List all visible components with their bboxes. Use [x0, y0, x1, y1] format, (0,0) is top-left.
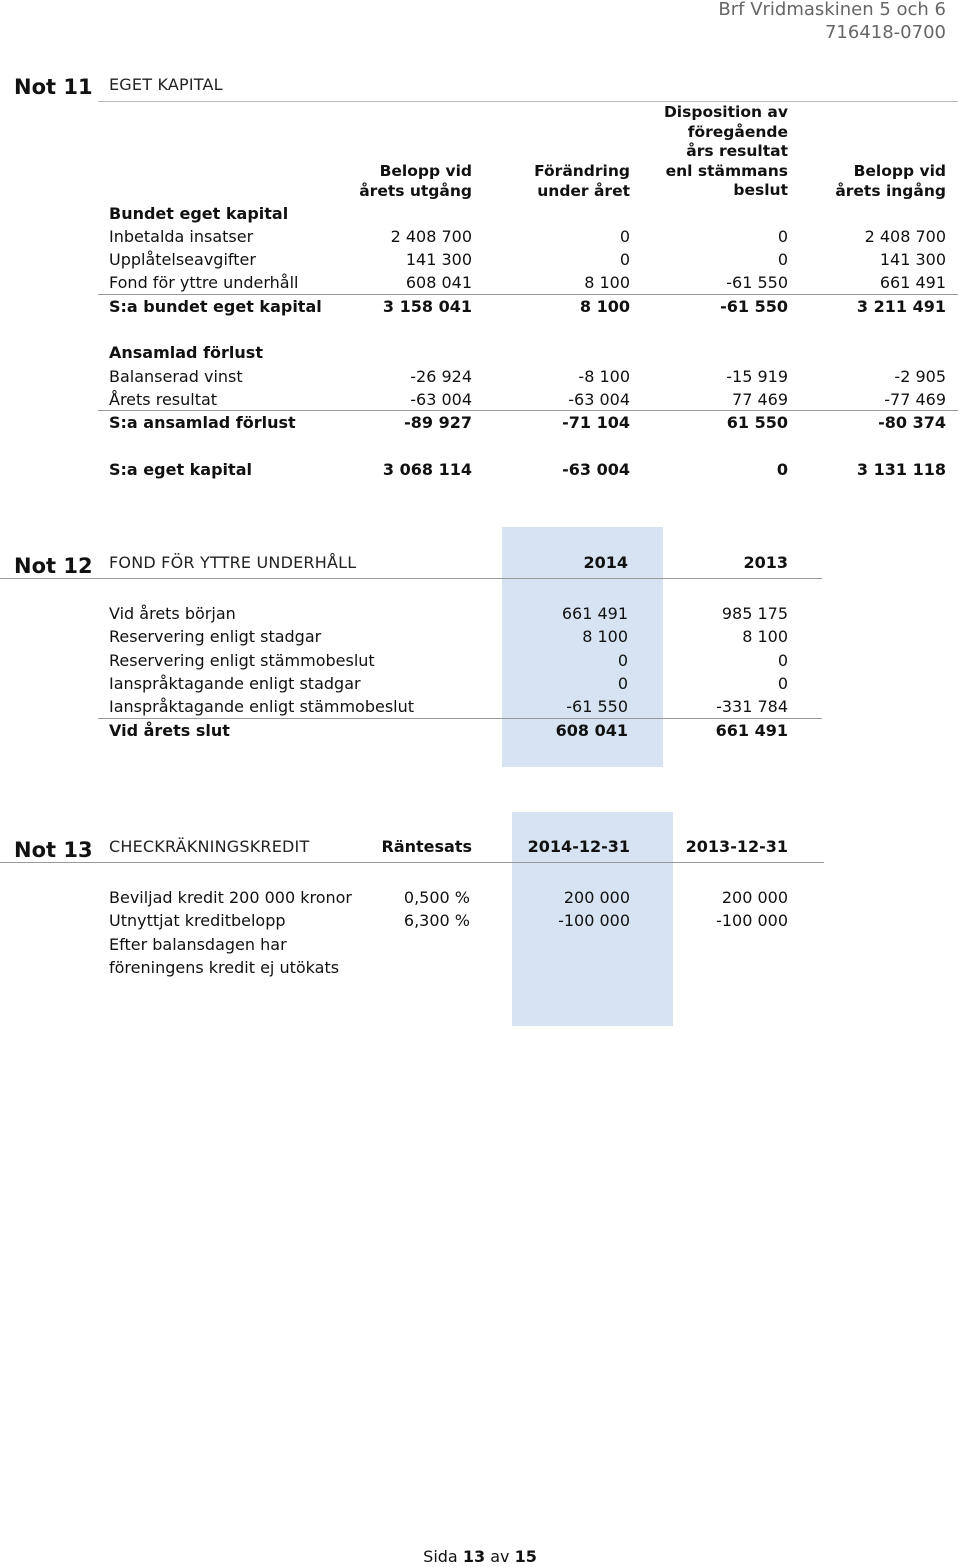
note-text-line: föreningens kredit ej utökats	[109, 958, 340, 977]
table-row: Utnyttjat kreditbelopp 6,300 % -100 000 -100 000	[109, 911, 788, 930]
table-row: Upplåtelseavgifter 141 300 0 0 141 300	[109, 250, 946, 269]
table-row: Fond för yttre underhåll 608 041 8 100 -61 550 661 491	[109, 273, 946, 292]
note-12-header-rule	[0, 578, 822, 579]
col-header-date-previous: 2013-12-31	[685, 837, 788, 856]
note-text-line: Efter balansdagen har	[109, 935, 287, 954]
note-13-number: Not 13	[14, 838, 93, 862]
note-13-header-rule	[0, 862, 824, 863]
page-number: 13	[462, 1547, 486, 1566]
table-row: Ianspråktagande enligt stämmobeslut -61 550 -331 784	[109, 697, 788, 716]
note-12-year-current: 2014	[583, 553, 628, 572]
subtotal-rule	[98, 718, 822, 719]
table-row: Beviljad kredit 200 000 kronor 0,500 % 200 000 200 000	[109, 888, 788, 907]
page-footer	[0, 1547, 960, 1566]
table-row: S:a bundet eget kapital 3 158 041 8 100 -61 550 3 211 491	[109, 297, 946, 316]
col-header-rate: Räntesats	[381, 837, 472, 856]
subtotal-rule	[98, 410, 958, 411]
note-11-title: EGET KAPITAL	[109, 75, 223, 94]
note-13-title: CHECKRÄKNINGSKREDIT	[109, 837, 310, 856]
table-row: Reservering enligt stämmobeslut 0 0	[109, 651, 788, 670]
table-row: Ansamlad förlust	[109, 343, 263, 362]
col-header-date-current: 2014-12-31	[527, 837, 630, 856]
note-12-title: FOND FÖR YTTRE UNDERHÅLL	[109, 553, 357, 572]
table-row: Vid årets slut 608 041 661 491	[109, 721, 788, 740]
note-11-title-rule	[98, 101, 958, 102]
table-row: Reservering enligt stadgar 8 100 8 100	[109, 627, 788, 646]
footer-sep: av	[490, 1547, 510, 1566]
table-row: Årets resultat -63 004 -63 004 77 469 -77 469	[109, 390, 946, 409]
table-row: Bundet eget kapital	[109, 204, 289, 223]
col-header-change: Förändring under året	[534, 162, 630, 200]
table-row: Vid årets början 661 491 985 175	[109, 604, 788, 623]
company-name: Brf Vridmaskinen 5 och 6	[718, 0, 946, 20]
table-row: S:a ansamlad förlust -89 927 -71 104 61 550 -80 374	[109, 413, 946, 432]
col-header-disposition: Disposition av föregående års resultat enl stämmans beslut	[663, 103, 788, 199]
org-number: 716418-0700	[824, 22, 946, 43]
subtotal-rule	[98, 294, 958, 295]
col-header-closing: Belopp vid årets utgång	[359, 162, 472, 200]
note-12-number: Not 12	[14, 554, 93, 578]
table-row: Inbetalda insatser 2 408 700 0 0 2 408 700	[109, 227, 946, 246]
table-row: Ianspråktagande enligt stadgar 0 0	[109, 674, 788, 693]
note-11-number: Not 11	[14, 75, 93, 99]
page-total: 15	[514, 1547, 537, 1566]
col-header-opening: Belopp vid årets ingång	[835, 162, 946, 200]
footer-prefix: Sida	[423, 1547, 458, 1566]
note-12-year-previous: 2013	[743, 553, 788, 572]
table-row: Balanserad vinst -26 924 -8 100 -15 919 -2 905	[109, 367, 946, 386]
table-row: S:a eget kapital 3 068 114 -63 004 0 3 131 118	[109, 460, 946, 479]
